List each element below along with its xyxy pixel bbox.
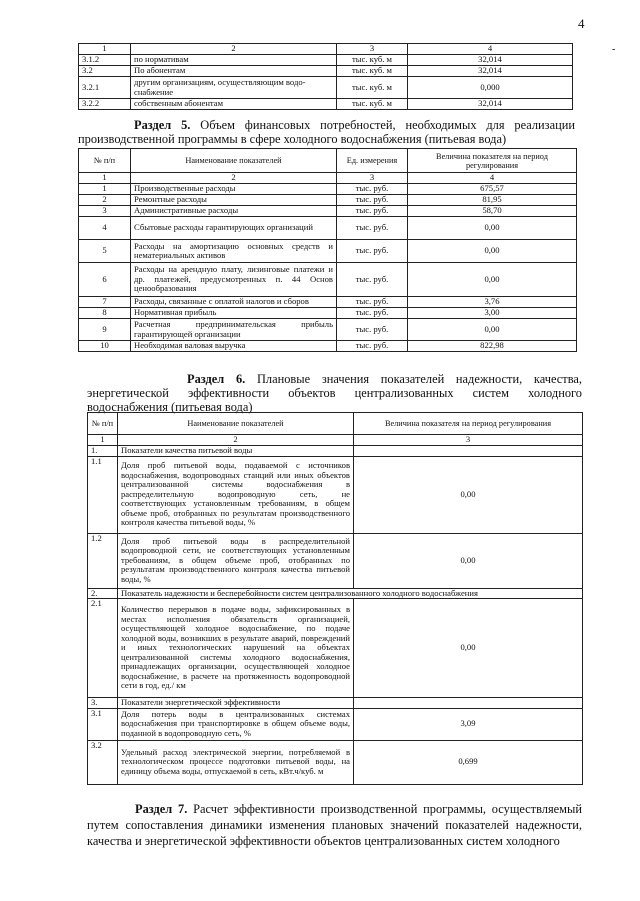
row-unit: тыс. руб.	[337, 217, 408, 240]
row-name: Расходы на арендную плату, лизинговые платежи и др. платежей, предусмотренных п. 44 Основ ценообразования	[131, 263, 337, 297]
numbering-cell: 3	[354, 435, 583, 446]
volume-table	[78, 43, 573, 110]
row-unit: тыс. руб.	[337, 206, 408, 217]
row-value: 32,014	[408, 55, 573, 66]
row-number: 3.2	[79, 66, 131, 77]
row-number: 6	[79, 263, 131, 297]
section-7-text: Расчет эффективности производственной программы, осуществляемый путем сопоставления динамики изменения плановых значений показателей надежности, качества и энергетической эффективности объектов централизованных систем холодного	[87, 802, 582, 848]
row-value: 0,00	[408, 319, 577, 341]
row-name: Количество перерывов в подаче воды, зафиксированных в местах исполнения обязательств организацией, осуществляющей холодное водоснабжение, по подаче холодной воды, возникших в результате аварий, повреждений и иных технологических нарушений на объектах централизованной системы холодного водоснабжения, принадлежащих организации, осуществляющей холодное водоснабжение, в расчете на протяженность водопроводной сети в год, ед./ км	[118, 599, 354, 698]
row-name: по нормативам	[131, 55, 337, 66]
row-name: Необходимая валовая выручка	[131, 341, 337, 352]
row-value: 675,57	[408, 184, 577, 195]
row-number: 8	[79, 308, 131, 319]
table-row	[79, 240, 577, 263]
row-name: Расчетная предпринимательская прибыль гарантирующей организации	[131, 319, 337, 341]
table-row	[79, 263, 577, 297]
row-unit: тыс. руб.	[337, 184, 408, 195]
row-value: 3,76	[408, 297, 577, 308]
table-header-row	[79, 44, 573, 55]
table-row	[79, 319, 577, 341]
page-number: 4	[578, 16, 585, 31]
numbering-cell: 4	[408, 173, 577, 184]
section-6-heading	[87, 372, 582, 414]
table-row	[79, 99, 573, 110]
row-number: 1	[79, 184, 131, 195]
row-name: Доля потерь воды в централизованных системах водоснабжения при транспортировке в общем объеме воды, поданной в водопроводную сеть, %	[118, 708, 354, 740]
numbering-cell: 1	[79, 173, 131, 184]
row-number: 5	[79, 240, 131, 263]
section-7-paragraph	[87, 801, 582, 849]
table-row	[79, 341, 577, 352]
row-name: Сбытовые расходы гарантирующих организаций	[131, 217, 337, 240]
row-value: 0,00	[354, 456, 583, 533]
group-row	[88, 446, 583, 457]
row-value: 0,00	[354, 599, 583, 698]
row-number: 7	[79, 297, 131, 308]
group-title: Показатель надежности и бесперебойности систем централизованного холодного водоснабжения	[118, 588, 583, 599]
indicators-table	[87, 412, 583, 785]
row-name: Административные расходы	[131, 206, 337, 217]
row-number: 3.	[88, 698, 118, 709]
row-name: Удельный расход электрической энергии, потребляемой в технологическом процессе подготовки питьевой воды, на единицу объема воды, отпускаемой в сеть, кВт.ч/куб. м	[118, 740, 354, 784]
row-name: другим организациям, осуществляющим водо-снабжение	[131, 77, 337, 99]
row-unit: тыс. куб. м	[337, 99, 408, 110]
row-value: 0,00	[408, 240, 577, 263]
row-value: 822,98	[408, 341, 577, 352]
row-name: Расходы, связанные с оплатой налогов и сборов	[131, 297, 337, 308]
row-unit: тыс. руб.	[337, 319, 408, 341]
row-value: 3,09	[354, 708, 583, 740]
row-value: 81,95	[408, 195, 577, 206]
row-name: Доля проб питьевой воды в распределительной водопроводной сети, не соответствующих установленным требованиям, в общем объеме проб, отобранных по результатам производственного контроля качества питьевой воды, %	[118, 533, 354, 588]
table-row	[79, 77, 573, 99]
table-numbering-row	[88, 435, 583, 446]
section-5-title: Объем финансовых потребностей, необходимых для реализации производственной программы в сфере холодного водоснабжения (питьевая вода)	[78, 118, 575, 146]
table-header-row	[79, 149, 577, 173]
table-row	[79, 217, 577, 240]
empty-cell	[354, 446, 583, 457]
row-unit: тыс. куб. м	[337, 77, 408, 99]
row-unit: тыс. руб.	[337, 263, 408, 297]
table-header-cell: 1	[79, 44, 131, 55]
row-value: 58,70	[408, 206, 577, 217]
row-unit: тыс. руб.	[337, 308, 408, 319]
header-name: Наименование показателей	[131, 149, 337, 173]
numbering-cell: 1	[88, 435, 118, 446]
row-number: 3.2.1	[79, 77, 131, 99]
table-row	[88, 456, 583, 533]
table-row	[79, 55, 573, 66]
row-number: 4	[79, 217, 131, 240]
row-number: 1.	[88, 446, 118, 457]
corner-mark: -	[612, 44, 616, 55]
row-number: 1.2	[88, 533, 118, 588]
row-value: 3,00	[408, 308, 577, 319]
table-row	[88, 740, 583, 784]
row-value: 0,00	[354, 533, 583, 588]
row-unit: тыс. куб. м	[337, 55, 408, 66]
numbering-cell: 2	[118, 435, 354, 446]
header-number: № п/п	[79, 149, 131, 173]
row-number: 3.1.2	[79, 55, 131, 66]
section-5-heading	[78, 118, 575, 146]
financial-needs-table	[78, 148, 577, 352]
numbering-cell: 3	[337, 173, 408, 184]
row-unit: тыс. руб.	[337, 341, 408, 352]
table-numbering-row	[79, 173, 577, 184]
header-number: № п/п	[88, 413, 118, 435]
row-name: Ремонтные расходы	[131, 195, 337, 206]
row-name: Производственные расходы	[131, 184, 337, 195]
row-number: 9	[79, 319, 131, 341]
table-row	[79, 206, 577, 217]
row-name: Нормативная прибыль	[131, 308, 337, 319]
table-row	[88, 599, 583, 698]
row-unit: тыс. руб.	[337, 195, 408, 206]
row-name: По абонентам	[131, 66, 337, 77]
header-name: Наименование показателей	[118, 413, 354, 435]
table-row	[88, 533, 583, 588]
numbering-cell: 2	[131, 173, 337, 184]
row-number: 1.1	[88, 456, 118, 533]
group-title: Показатели энергетической эффективности	[118, 698, 354, 709]
row-number: 3.2	[88, 740, 118, 784]
section-5-label: Раздел 5.	[134, 118, 191, 132]
row-name: Расходы на амортизацию основных средств и нематериальных активов	[131, 240, 337, 263]
header-unit: Ед. измерения	[337, 149, 408, 173]
section-6-title: Плановые значения показателей надежности, качества, энергетической эффективности объектов централизованных систем холодного водоснабжения (питьевая вода)	[87, 372, 582, 414]
table-row	[79, 195, 577, 206]
row-value: 32,014	[408, 99, 573, 110]
row-number: 2.	[88, 588, 118, 599]
row-number: 2.1	[88, 599, 118, 698]
table-row	[79, 297, 577, 308]
group-row	[88, 698, 583, 709]
row-value: 0,000	[408, 77, 573, 99]
row-value: 32,014	[408, 66, 573, 77]
row-number: 3.2.2	[79, 99, 131, 110]
row-name: Доля проб питьевой воды, подаваемой с источников водоснабжения, водопроводных станций или иных объектов централизованной системы водоснабжения в распределительную водопроводную сеть, не соответствующих установленным требованиям, в общем объеме проб, отобранных по результатам производственного контроля качества питьевой воды, %	[118, 456, 354, 533]
row-number: 2	[79, 195, 131, 206]
table-row	[88, 708, 583, 740]
table-header-row	[88, 413, 583, 435]
group-row	[88, 588, 583, 599]
row-unit: тыс. руб.	[337, 297, 408, 308]
table-row	[79, 184, 577, 195]
table-header-cell: 4	[408, 44, 573, 55]
row-number: 3	[79, 206, 131, 217]
table-row	[79, 308, 577, 319]
section-7-label: Раздел 7.	[135, 802, 188, 816]
row-unit: тыс. руб.	[337, 240, 408, 263]
row-number: 10	[79, 341, 131, 352]
row-value: 0,699	[354, 740, 583, 784]
row-name: собственным абонентам	[131, 99, 337, 110]
table-header-cell: 3	[337, 44, 408, 55]
section-6-label: Раздел 6.	[187, 372, 246, 386]
row-number: 3.1	[88, 708, 118, 740]
table-row	[79, 66, 573, 77]
table-header-cell: 2	[131, 44, 337, 55]
row-unit: тыс. куб. м	[337, 66, 408, 77]
header-value: Величина показателя на период регулирования	[354, 413, 583, 435]
row-value: 0,00	[408, 217, 577, 240]
header-value: Величина показателя на период регулирования	[408, 149, 577, 173]
row-value: 0,00	[408, 263, 577, 297]
empty-cell	[354, 698, 583, 709]
group-title: Показатели качества питьевой воды	[118, 446, 354, 457]
